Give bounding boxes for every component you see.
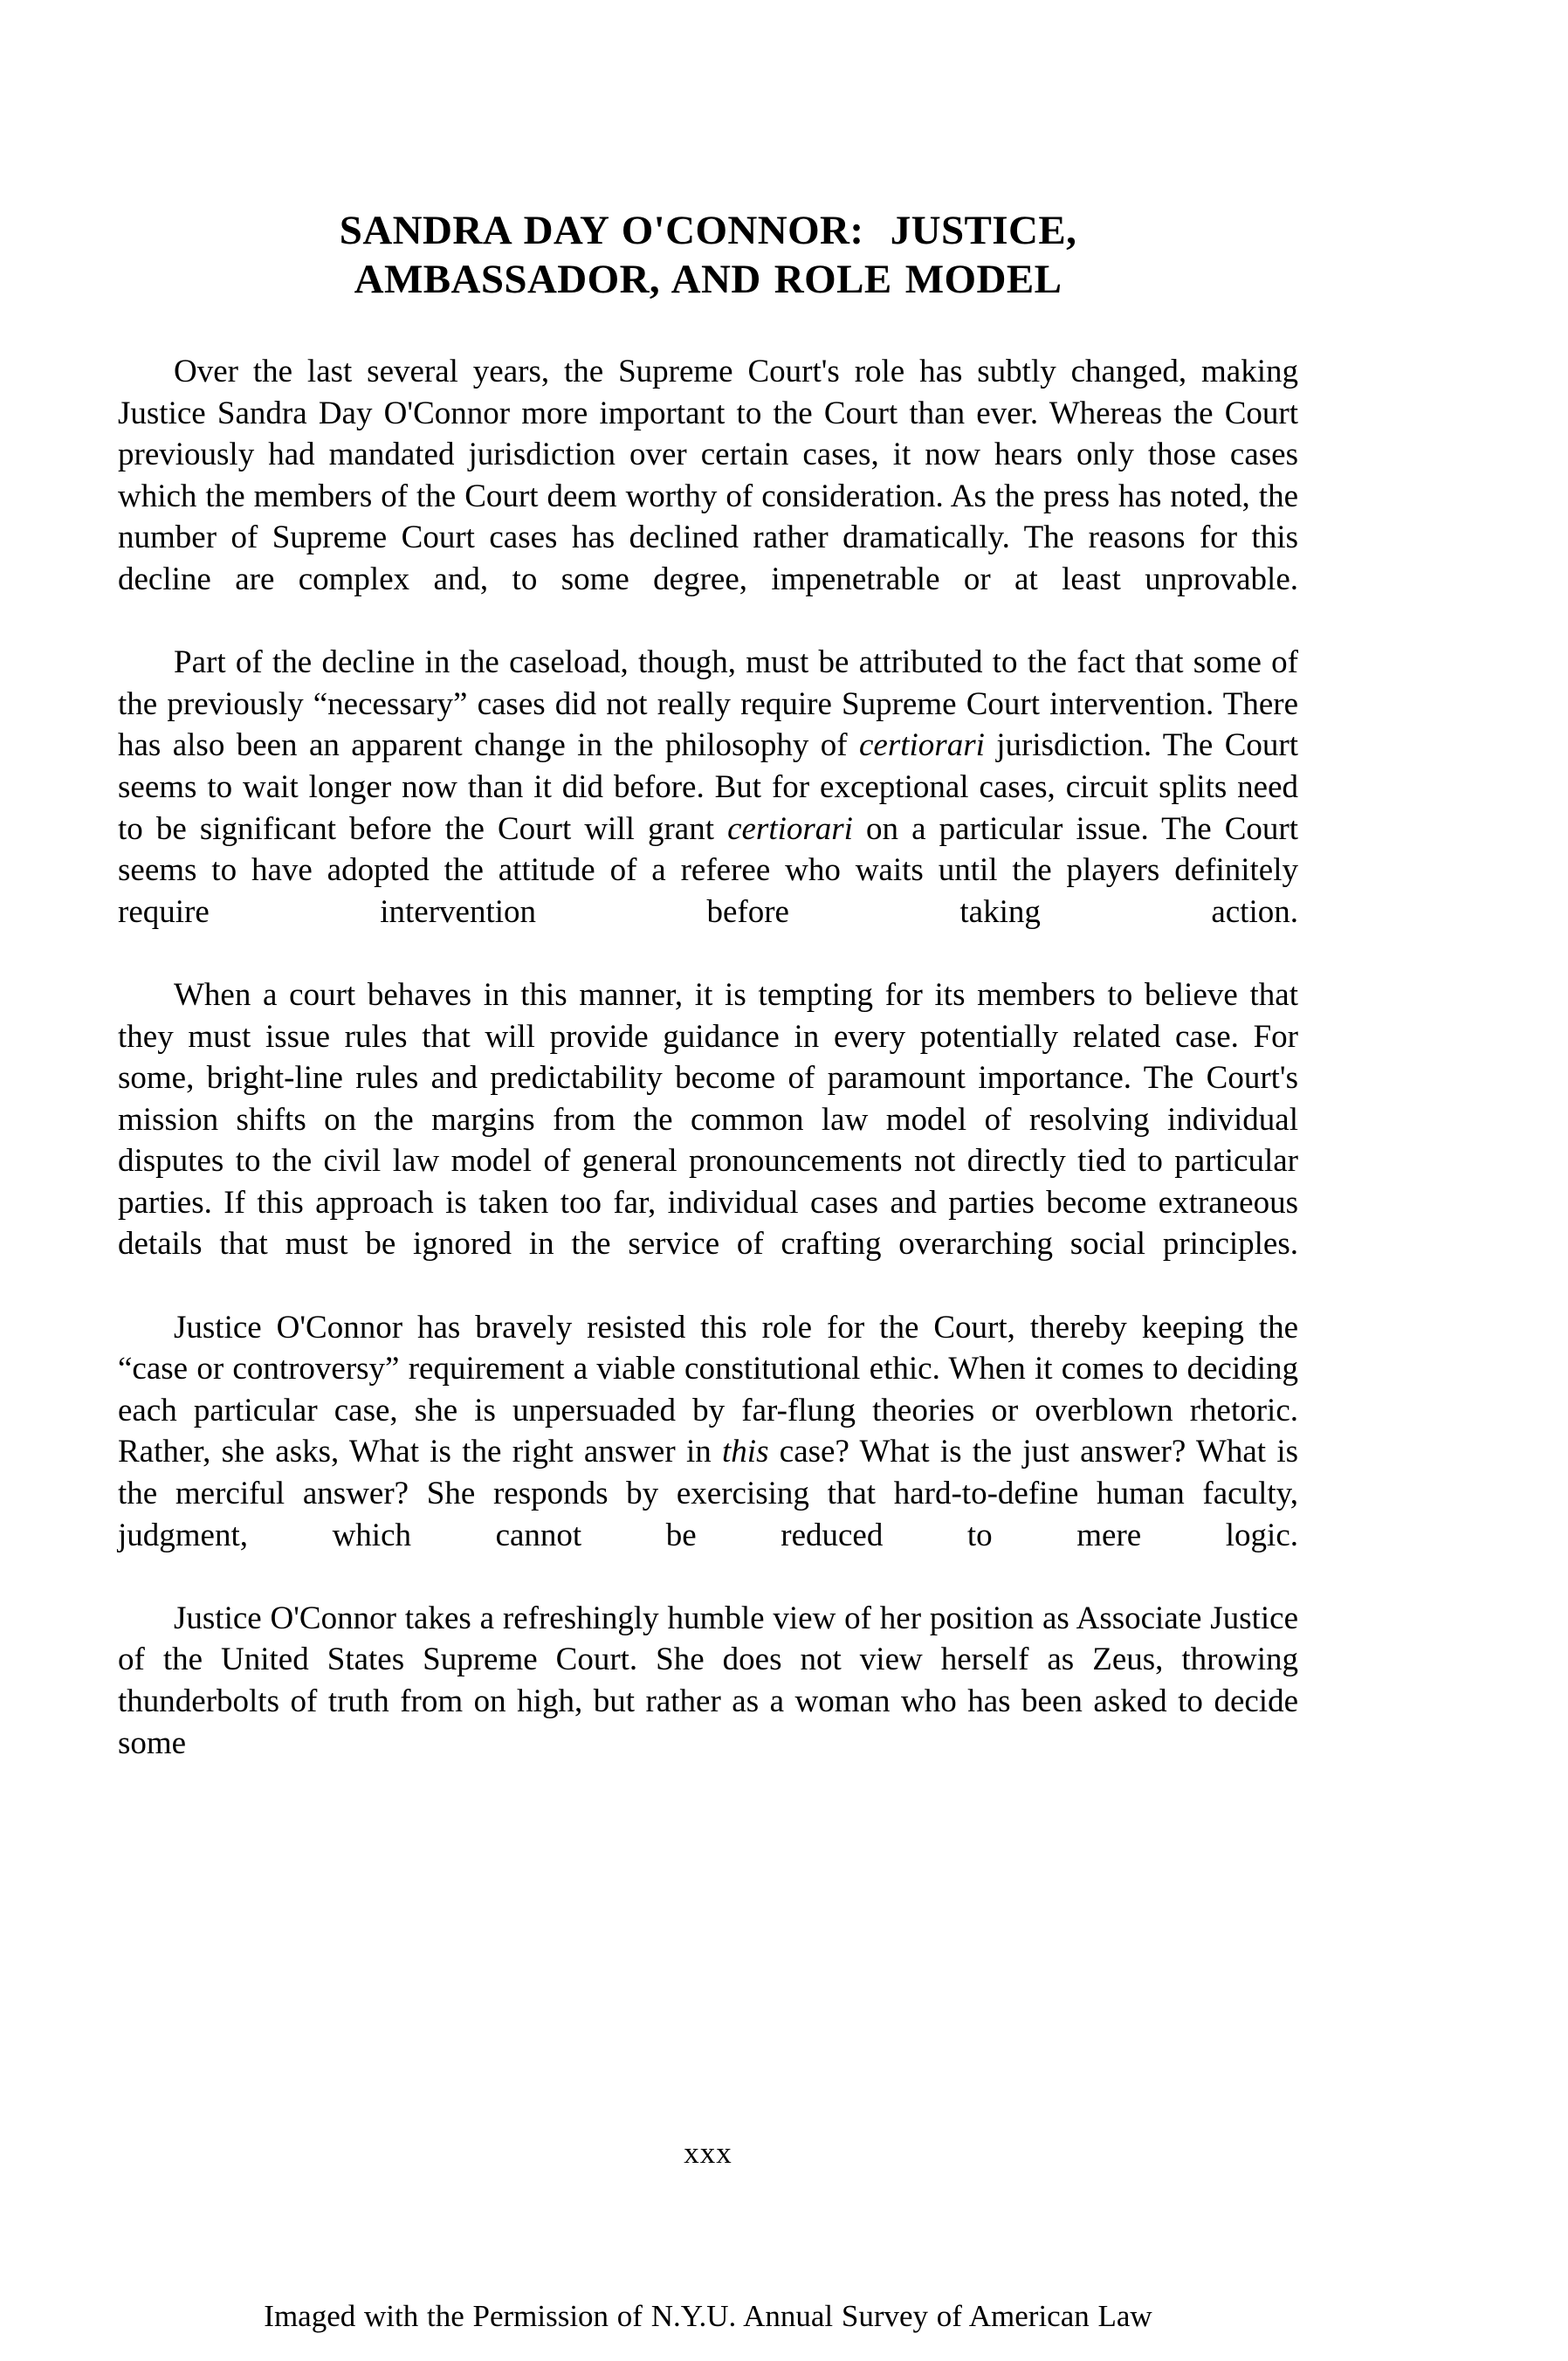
page-number: xxx [684,2136,732,2170]
emphasized-term: certiorari [727,810,853,847]
body-paragraph: Justice O'Connor has bravely resisted this role for the Court, thereby keeping the “case or controversy” requirement a viable constitutional ethic. When it comes to deciding each particular case, she is unpersuaded by far-flung theories or overblown rhetoric. Rather, she asks, What is the right answer in this case? What is the just answer? What is the merciful answer? She responds by exercising that hard-to-define human faculty, judgment, which cannot be reduced to mere logic. [118,1309,1298,1553]
body-paragraph: Over the last several years, the Supreme Court's role has subtly changed, making Justice Sandra Day O'Connor more important to the Court than ever. Whereas the Court previously had mandated jurisdiction over certain cases, it now hears only those cases which the members of the Court deem worthy of consideration. As the press has noted, the number of Supreme Court cases has declined rather dramatically. The reasons for this decline are complex and, to some degree, impenetrable or at least unprovable. [118,354,1298,597]
emphasized-term: this [722,1434,769,1470]
text-column [118,0,1298,1806]
article-body [118,351,1298,1806]
body-paragraph: Justice O'Connor takes a refreshingly humble view of her position as Associate Justice of the United States Supreme Court. She does not view herself as Zeus, throwing thunderbolts of truth from on high, but rather as a woman who has been asked to decide some [118,1600,1298,1761]
permission-footer: Imaged with the Permission of N.Y.U. Annual Survey of American Law [264,2299,1152,2333]
body-paragraph: Part of the decline in the caseload, though, must be attributed to the fact that some of the previously “necessary” cases did not really require Supreme Court intervention. There has also been an apparent change in the philosophy of certiorari jurisdiction. The Court seems to wait longer now than it did before. But for exceptional cases, circuit splits need to be significant before the Court will grant certiorari on a particular issue. The Court seems to have adopted the attitude of a referee who waits until the players definitely require intervention before taking action. [118,644,1298,930]
body-paragraph: When a court behaves in this manner, it is tempting for its members to believe that they must issue rules that will provide guidance in every potentially related case. For some, bright-line rules and predictability become of paramount importance. The Court's mission shifts on the margins from the common law model of resolving individual disputes to the civil law model of general pronouncements not directly tied to particular parties. If this approach is taken too far, individual cases and parties become extraneous details that must be ignored in the service of crafting overarching social principles. [118,976,1298,1263]
page-title [118,206,1298,304]
title-line-1: SANDRA DAY O'CONNOR: JUSTICE, [339,208,1077,253]
title-line-2: AMBASSADOR, AND ROLE MODEL [354,257,1063,302]
emphasized-term: certiorari [859,727,985,764]
